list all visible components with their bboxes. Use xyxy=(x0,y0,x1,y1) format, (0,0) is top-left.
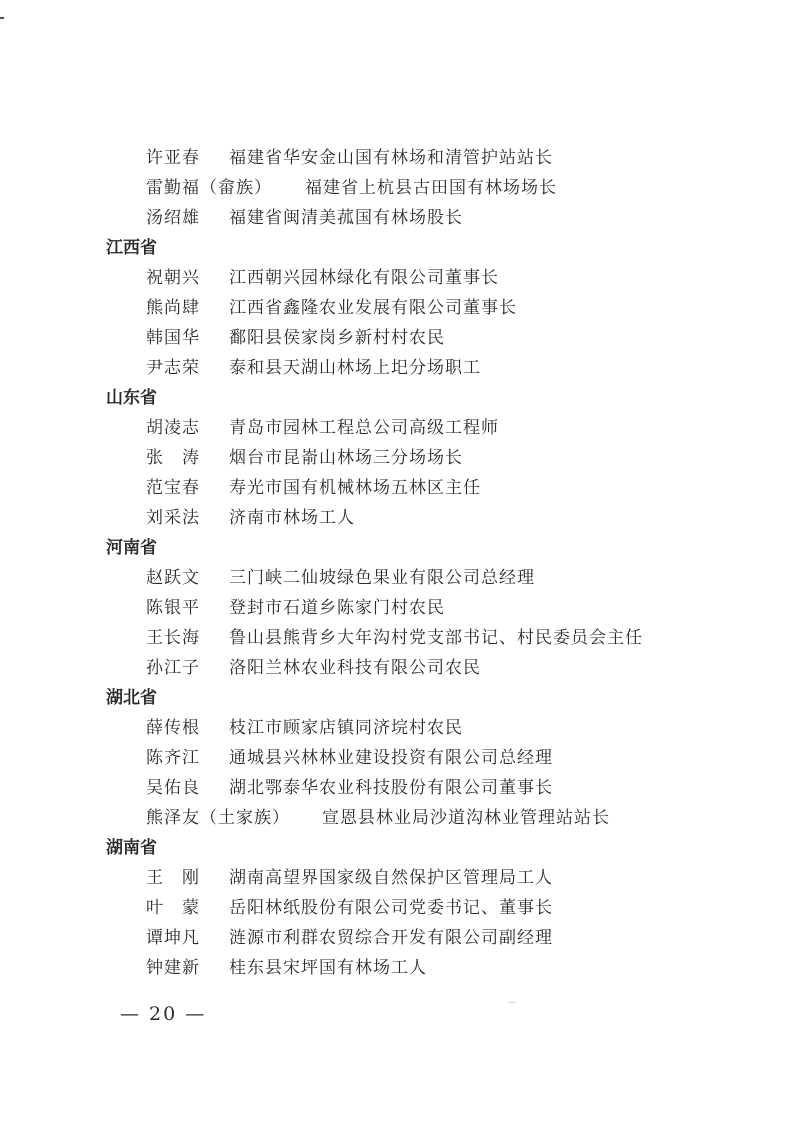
person-affiliation: 湖北鄂泰华农业科技股份有限公司董事长 xyxy=(229,778,553,798)
person-affiliation: 三门峡二仙坡绿色果业有限公司总经理 xyxy=(229,568,535,588)
person-affiliation: 江西朝兴园林绿化有限公司董事长 xyxy=(229,268,499,288)
person-affiliation: 鲁山县熊背乡大年沟村党支部书记、村民委员会主任 xyxy=(229,628,643,648)
person-name: 叶 蒙 xyxy=(146,898,200,918)
province-heading: 山东省 xyxy=(106,388,157,408)
person-affiliation: 泰和县天湖山林场上圯分场职工 xyxy=(229,358,481,378)
person-affiliation: 岳阳林纸股份有限公司党委书记、董事长 xyxy=(229,898,553,918)
person-affiliation: 青岛市园林工程总公司高级工程师 xyxy=(229,418,499,438)
person-affiliation: 桂东县宋坪国有林场工人 xyxy=(229,958,427,978)
province-heading: 河南省 xyxy=(106,538,157,558)
person-name: 张 涛 xyxy=(146,448,200,468)
person-affiliation: 济南市林场工人 xyxy=(229,508,355,528)
person-affiliation: 福建省上杭县古田国有林场场长 xyxy=(305,178,557,198)
person-name: 韩国华 xyxy=(146,328,200,348)
person-name: 熊尚肆 xyxy=(146,298,200,318)
person-name: 雷勤福（畲族） xyxy=(146,178,272,198)
person-name: 尹志荣 xyxy=(146,358,200,378)
province-heading: 湖南省 xyxy=(106,838,157,858)
person-affiliation: 登封市石道乡陈家门村农民 xyxy=(229,598,445,618)
person-affiliation: 福建省闽清美菰国有林场股长 xyxy=(229,208,463,228)
person-name: 王长海 xyxy=(146,628,200,648)
person-name: 钟建新 xyxy=(146,958,200,978)
person-affiliation: 枝江市顾家店镇同济垸村农民 xyxy=(229,718,463,738)
person-affiliation: 涟源市利群农贸综合开发有限公司副经理 xyxy=(229,928,553,948)
person-affiliation: 洛阳兰林农业科技有限公司农民 xyxy=(229,658,481,678)
person-name: 祝朝兴 xyxy=(146,268,200,288)
person-name: 许亚春 xyxy=(146,148,200,168)
person-affiliation: 寿光市国有机械林场五林区主任 xyxy=(229,478,481,498)
person-name: 赵跃文 xyxy=(146,568,200,588)
scan-speck xyxy=(509,1002,515,1003)
person-affiliation: 通城县兴林林业建设投资有限公司总经理 xyxy=(229,748,553,768)
person-name: 吴佑良 xyxy=(146,778,200,798)
person-affiliation: 江西省鑫隆农业发展有限公司董事长 xyxy=(229,298,517,318)
person-name: 王 刚 xyxy=(146,868,200,888)
person-affiliation: 福建省华安金山国有林场和清管护站站长 xyxy=(229,148,553,168)
corner-mark xyxy=(0,17,4,19)
page-number: — 20 — xyxy=(120,1003,207,1025)
person-name: 胡凌志 xyxy=(146,418,200,438)
person-affiliation: 宣恩县林业局沙道沟林业管理站站长 xyxy=(322,808,610,828)
person-affiliation: 鄱阳县侯家岗乡新村村农民 xyxy=(229,328,445,348)
person-affiliation: 湖南高望界国家级自然保护区管理局工人 xyxy=(229,868,553,888)
province-heading: 湖北省 xyxy=(106,688,157,708)
person-name: 刘采法 xyxy=(146,508,200,528)
person-name: 孙江子 xyxy=(146,658,200,678)
person-name: 薛传根 xyxy=(146,718,200,738)
province-heading: 江西省 xyxy=(106,238,157,258)
person-name: 谭坤凡 xyxy=(146,928,200,948)
person-name: 汤绍雄 xyxy=(146,208,200,228)
person-name: 范宝春 xyxy=(146,478,200,498)
person-name: 陈银平 xyxy=(146,598,200,618)
person-affiliation: 烟台市昆嵛山林场三分场场长 xyxy=(229,448,463,468)
person-name: 熊泽友（土家族） xyxy=(146,808,290,828)
person-name: 陈齐江 xyxy=(146,748,200,768)
